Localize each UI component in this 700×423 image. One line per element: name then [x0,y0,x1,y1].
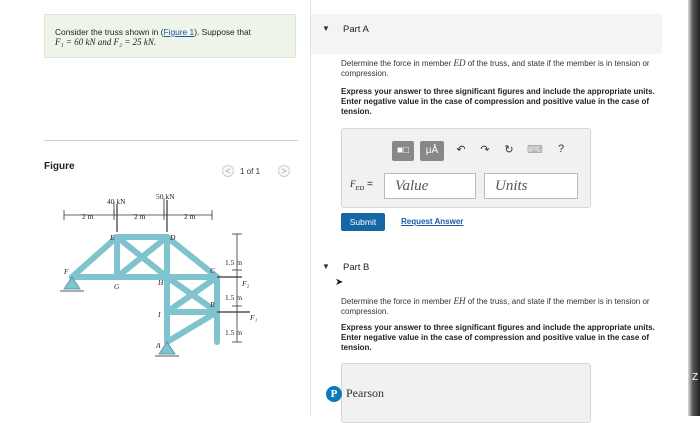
figure-pager [222,165,292,179]
panel-divider [310,0,311,416]
units-input[interactable]: Units [484,173,578,199]
member-label: EH [453,296,466,306]
mouse-cursor-icon: ➤ [335,277,344,288]
pearson-logo-icon: P [326,386,342,402]
window-edge [688,0,700,416]
figure-title: Figure [44,161,75,172]
submit-button[interactable]: Submit [341,213,385,231]
left-divider [44,140,298,141]
part-b-title[interactable]: Part B [343,262,370,273]
figure-link[interactable]: Figure 1 [163,27,195,37]
request-answer-link[interactable]: Request Answer [401,217,464,226]
part-a-question [341,58,653,79]
question-text: Determine the force in member [341,297,454,306]
height-label-2: 1.5 m [225,293,243,302]
figure-counter: 1 of 1 [240,167,261,176]
force-symbol: F [350,179,356,189]
load-40-label: 40 kN [107,197,126,206]
part-a-collapse-icon[interactable]: ▼ [322,24,330,33]
units-button[interactable]: μÅ [420,141,444,161]
part-a-title[interactable]: Part A [343,24,369,35]
question-text: Determine the force in member [341,59,454,68]
problem-text-part: ). Suppose that [194,27,252,37]
part-b-collapse-icon[interactable]: ▼ [322,262,330,271]
node-c-label: C [210,266,216,275]
keyboard-icon[interactable]: ⌨ [527,144,543,156]
help-icon[interactable]: ? [557,143,565,155]
equals-sign: = [364,179,373,190]
load-50-label: 50 kN [156,192,175,201]
part-b-instructions: Express your answer to three significant figures and include the appropriate units. Enter negative value in the case of compression and positive value in the case of tension. [341,323,655,352]
reset-icon[interactable]: ↻ [504,144,514,156]
member-label: ED [453,58,466,68]
answer-label [350,179,373,192]
part-a-instructions: Express your answer to three significant figures and include the appropriate units. Enter negative value in the case of compression and positive value in the case of tension. [341,87,655,116]
pearson-name: Pearson [346,386,384,400]
part-b-question [341,296,653,317]
force-f1-label: F₁ [250,313,258,322]
truss-diagram [52,192,282,367]
figure-prev-button[interactable]: < [222,165,234,177]
node-a-label: A [156,341,161,350]
force-subscript: ED [355,185,365,192]
node-d-label: D [170,233,176,242]
node-g-label: G [114,282,120,291]
node-b-label: B [210,300,215,309]
problem-text [55,27,295,47]
edge-letter: Z [692,372,699,383]
undo-icon[interactable]: ↶ [456,144,466,156]
templates-button[interactable]: ■□ [392,141,414,161]
node-h-label: H [158,278,164,287]
node-e-label: E [110,233,115,242]
problem-text-part: Consider the truss shown in ( [55,27,164,37]
dim-label-2: 2 m [134,212,146,221]
answer-panel [341,128,591,208]
problem-forces: F₁ = 60 kN and F₂ = 25 kN. [55,37,157,47]
height-label-1: 1.5 m [225,258,243,267]
dim-label-3: 2 m [184,212,196,221]
force-f2-label: F₂ [242,279,250,288]
problem-statement-box [44,14,296,58]
question-text: of the truss, and state if the member is in tension or compression. [341,297,650,316]
node-i-label: I [158,310,161,319]
figure-next-button[interactable]: > [278,165,290,177]
redo-icon[interactable]: ↷ [480,144,490,156]
node-f-label: F [64,267,69,276]
dim-label-1: 2 m [82,212,94,221]
question-text: of the truss, and state if the member is in tension or compression. [341,59,650,78]
height-label-3: 1.5 m [225,328,243,337]
value-input[interactable]: Value [384,173,476,199]
